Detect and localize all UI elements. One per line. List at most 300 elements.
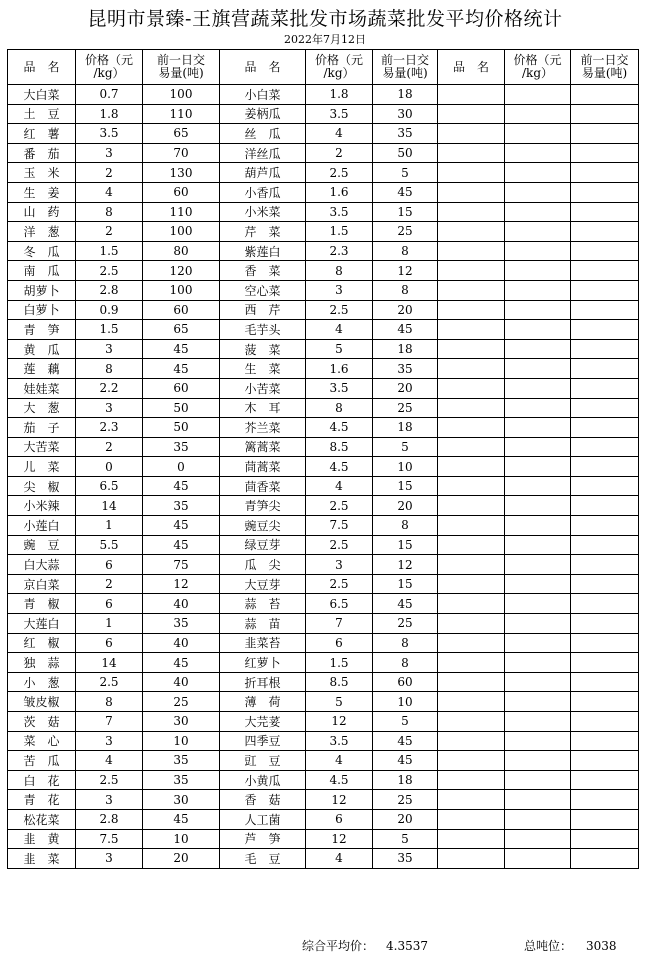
cell-vegetable-name: 大白菜: [8, 85, 76, 105]
cell-vegetable-name: [438, 398, 505, 418]
cell-price: [505, 104, 571, 124]
cell-price: 2.5: [306, 163, 373, 183]
table-row: [8, 124, 639, 144]
cell-volume: 40: [143, 633, 220, 653]
table-row: [8, 594, 639, 614]
cell-vegetable-name: [438, 104, 505, 124]
cell-volume: 50: [143, 398, 220, 418]
cell-vegetable-name: 大芫荽: [220, 712, 306, 732]
cell-volume: [571, 320, 639, 340]
table-row: [8, 614, 639, 634]
cell-vegetable-name: 莲 藕: [8, 359, 76, 379]
cell-price: [505, 202, 571, 222]
cell-price: [505, 182, 571, 202]
table-row: [8, 280, 639, 300]
cell-vegetable-name: 松花菜: [8, 809, 76, 829]
cell-price: 4.5: [306, 457, 373, 477]
cell-vegetable-name: 红 椒: [8, 633, 76, 653]
cell-volume: [571, 614, 639, 634]
cell-volume: 35: [373, 849, 438, 869]
cell-price: 1: [76, 614, 143, 634]
cell-vegetable-name: [438, 731, 505, 751]
cell-price: [505, 594, 571, 614]
cell-vegetable-name: [438, 849, 505, 869]
cell-vegetable-name: 葫芦瓜: [220, 163, 306, 183]
cell-vegetable-name: [438, 594, 505, 614]
average-price: [302, 937, 428, 954]
cell-volume: [571, 261, 639, 281]
cell-volume: [571, 790, 639, 810]
cell-volume: [571, 809, 639, 829]
cell-volume: 20: [373, 378, 438, 398]
cell-vegetable-name: 毛 豆: [220, 849, 306, 869]
cell-price: 3.5: [76, 124, 143, 144]
cell-price: 2: [76, 163, 143, 183]
cell-vegetable-name: 木 耳: [220, 398, 306, 418]
cell-price: 14: [76, 653, 143, 673]
cell-volume: 60: [143, 300, 220, 320]
cell-price: 8: [76, 202, 143, 222]
cell-vegetable-name: 韭 菜: [8, 849, 76, 869]
table-row: [8, 241, 639, 261]
cell-vegetable-name: 大豆芽: [220, 574, 306, 594]
cell-vegetable-name: [438, 692, 505, 712]
cell-price: [505, 555, 571, 575]
cell-vegetable-name: 皱皮椒: [8, 692, 76, 712]
cell-volume: [571, 339, 639, 359]
cell-vegetable-name: 番 茄: [8, 143, 76, 163]
cell-price: [505, 359, 571, 379]
cell-volume: [571, 182, 639, 202]
table-row: [8, 339, 639, 359]
cell-price: [505, 731, 571, 751]
cell-vegetable-name: [438, 163, 505, 183]
cell-price: 8: [76, 359, 143, 379]
table-row: [8, 359, 639, 379]
cell-vegetable-name: [438, 770, 505, 790]
cell-vegetable-name: 空心菜: [220, 280, 306, 300]
cell-volume: 18: [373, 85, 438, 105]
cell-price: 7.5: [306, 516, 373, 536]
cell-volume: 65: [143, 124, 220, 144]
cell-volume: 45: [373, 182, 438, 202]
header-price: [76, 50, 143, 85]
cell-vegetable-name: 芹 菜: [220, 222, 306, 242]
cell-volume: 45: [373, 594, 438, 614]
cell-vegetable-name: 苦 瓜: [8, 751, 76, 771]
price-table-body: [8, 50, 639, 869]
table-row: [8, 496, 639, 516]
cell-vegetable-name: 小米辣: [8, 496, 76, 516]
cell-volume: 45: [143, 809, 220, 829]
cell-volume: [571, 398, 639, 418]
cell-volume: [571, 85, 639, 105]
cell-price: 0: [76, 457, 143, 477]
table-row: [8, 672, 639, 692]
cell-vegetable-name: 菜 心: [8, 731, 76, 751]
cell-vegetable-name: [438, 280, 505, 300]
cell-vegetable-name: 茴香菜: [220, 476, 306, 496]
cell-volume: 12: [143, 574, 220, 594]
cell-volume: 40: [143, 672, 220, 692]
table-row: [8, 202, 639, 222]
cell-vegetable-name: 小米菜: [220, 202, 306, 222]
cell-vegetable-name: [438, 712, 505, 732]
cell-volume: 25: [373, 614, 438, 634]
cell-volume: 5: [373, 829, 438, 849]
cell-price: 4: [306, 320, 373, 340]
cell-vegetable-name: 冬 瓜: [8, 241, 76, 261]
cell-volume: [571, 280, 639, 300]
header-volume: [571, 50, 639, 85]
cell-vegetable-name: [438, 241, 505, 261]
cell-vegetable-name: [438, 359, 505, 379]
header-price-line1: 价格（元: [513, 53, 562, 67]
cell-volume: 8: [373, 516, 438, 536]
cell-price: 3: [76, 849, 143, 869]
cell-price: [505, 418, 571, 438]
cell-vegetable-name: [438, 320, 505, 340]
cell-volume: [571, 124, 639, 144]
cell-price: 3.5: [306, 104, 373, 124]
cell-price: [505, 535, 571, 555]
cell-price: 3.5: [306, 378, 373, 398]
cell-price: 2.8: [76, 809, 143, 829]
cell-price: [505, 398, 571, 418]
cell-price: [505, 614, 571, 634]
header-name: 品 名: [220, 50, 306, 85]
table-row: [8, 163, 639, 183]
header-name: 品 名: [8, 50, 76, 85]
cell-volume: 60: [143, 182, 220, 202]
cell-volume: 20: [373, 300, 438, 320]
header-volume: [143, 50, 220, 85]
cell-vegetable-name: 儿 菜: [8, 457, 76, 477]
cell-volume: 65: [143, 320, 220, 340]
cell-vegetable-name: 绿豆芽: [220, 535, 306, 555]
cell-volume: 35: [143, 437, 220, 457]
cell-vegetable-name: 毛芋头: [220, 320, 306, 340]
cell-volume: 8: [373, 633, 438, 653]
cell-volume: 75: [143, 555, 220, 575]
table-row: [8, 516, 639, 536]
cell-price: [505, 496, 571, 516]
cell-vegetable-name: [438, 614, 505, 634]
cell-price: [505, 163, 571, 183]
cell-volume: 35: [143, 770, 220, 790]
cell-price: 4: [76, 182, 143, 202]
cell-price: [505, 712, 571, 732]
cell-volume: 110: [143, 104, 220, 124]
cell-price: 2.5: [306, 496, 373, 516]
cell-vegetable-name: 土 豆: [8, 104, 76, 124]
cell-price: [505, 751, 571, 771]
cell-volume: [571, 829, 639, 849]
cell-volume: 25: [373, 790, 438, 810]
cell-volume: 60: [373, 672, 438, 692]
cell-price: 6: [306, 633, 373, 653]
cell-vegetable-name: [438, 418, 505, 438]
cell-price: 1.6: [306, 359, 373, 379]
cell-vegetable-name: 小 葱: [8, 672, 76, 692]
cell-volume: [571, 457, 639, 477]
cell-volume: 10: [373, 692, 438, 712]
total-tonnage-value: 3038: [586, 939, 617, 953]
cell-vegetable-name: 白 花: [8, 770, 76, 790]
cell-vegetable-name: 丝 瓜: [220, 124, 306, 144]
header-volume-line1: 前一日交: [380, 53, 429, 67]
cell-volume: [571, 359, 639, 379]
cell-price: 5.5: [76, 535, 143, 555]
cell-volume: [571, 143, 639, 163]
cell-vegetable-name: 大苦菜: [8, 437, 76, 457]
cell-price: 4: [306, 476, 373, 496]
cell-volume: [571, 849, 639, 869]
cell-price: 2.5: [306, 300, 373, 320]
table-row: [8, 398, 639, 418]
cell-price: [505, 790, 571, 810]
cell-price: 4: [306, 124, 373, 144]
cell-vegetable-name: [438, 182, 505, 202]
cell-vegetable-name: 小黄瓜: [220, 770, 306, 790]
cell-volume: 18: [373, 418, 438, 438]
cell-vegetable-name: 红 薯: [8, 124, 76, 144]
cell-volume: [571, 437, 639, 457]
cell-price: 2.5: [76, 770, 143, 790]
cell-vegetable-name: [438, 751, 505, 771]
cell-volume: 50: [143, 418, 220, 438]
cell-volume: 110: [143, 202, 220, 222]
cell-vegetable-name: [438, 574, 505, 594]
cell-price: 5: [306, 692, 373, 712]
cell-volume: 30: [373, 104, 438, 124]
table-row: [8, 143, 639, 163]
cell-price: [505, 574, 571, 594]
cell-price: 2.8: [76, 280, 143, 300]
cell-price: 7: [306, 614, 373, 634]
cell-volume: 45: [143, 535, 220, 555]
table-header-row: [8, 50, 639, 85]
cell-vegetable-name: [438, 672, 505, 692]
cell-price: 4: [306, 849, 373, 869]
cell-vegetable-name: [438, 516, 505, 536]
cell-volume: 8: [373, 241, 438, 261]
cell-volume: 35: [143, 614, 220, 634]
cell-volume: 8: [373, 653, 438, 673]
table-row: [8, 457, 639, 477]
cell-vegetable-name: [438, 124, 505, 144]
cell-volume: 15: [373, 574, 438, 594]
cell-volume: 45: [143, 653, 220, 673]
cell-vegetable-name: 生 菜: [220, 359, 306, 379]
table-row: [8, 261, 639, 281]
cell-volume: 35: [373, 359, 438, 379]
cell-volume: 30: [143, 790, 220, 810]
cell-volume: 20: [373, 809, 438, 829]
page-title: 昆明市景臻-王旗营蔬菜批发市场蔬菜批发平均价格统计: [87, 8, 563, 30]
header-volume-line2: 易量(吨): [581, 66, 628, 80]
cell-price: [505, 222, 571, 242]
cell-vegetable-name: [438, 85, 505, 105]
cell-price: [505, 849, 571, 869]
cell-vegetable-name: [438, 457, 505, 477]
cell-price: 14: [76, 496, 143, 516]
table-row: [8, 574, 639, 594]
cell-volume: 45: [373, 320, 438, 340]
cell-price: [505, 653, 571, 673]
cell-price: 12: [306, 829, 373, 849]
cell-vegetable-name: 篱蒿菜: [220, 437, 306, 457]
table-row: [8, 418, 639, 438]
cell-volume: [571, 751, 639, 771]
cell-vegetable-name: [438, 300, 505, 320]
cell-price: 8: [306, 398, 373, 418]
table-row: [8, 633, 639, 653]
cell-price: 3: [306, 555, 373, 575]
cell-volume: 130: [143, 163, 220, 183]
cell-vegetable-name: 芥兰菜: [220, 418, 306, 438]
cell-vegetable-name: 山 药: [8, 202, 76, 222]
cell-price: 1.8: [76, 104, 143, 124]
table-row: [8, 692, 639, 712]
cell-vegetable-name: [438, 829, 505, 849]
cell-volume: [571, 476, 639, 496]
cell-volume: 100: [143, 85, 220, 105]
cell-vegetable-name: 薄 荷: [220, 692, 306, 712]
cell-vegetable-name: 红萝卜: [220, 653, 306, 673]
cell-price: 1.5: [306, 653, 373, 673]
cell-vegetable-name: 白大蒜: [8, 555, 76, 575]
header-volume-line1: 前一日交: [156, 53, 205, 67]
cell-vegetable-name: 菠 菜: [220, 339, 306, 359]
table-row: [8, 182, 639, 202]
table-row: [8, 320, 639, 340]
cell-price: [505, 241, 571, 261]
report-date: 2022年7月12日: [284, 33, 366, 46]
cell-price: [505, 476, 571, 496]
cell-vegetable-name: [438, 339, 505, 359]
cell-price: [505, 124, 571, 144]
cell-vegetable-name: 胡萝卜: [8, 280, 76, 300]
cell-volume: 30: [143, 712, 220, 732]
cell-price: 5: [306, 339, 373, 359]
cell-volume: [571, 241, 639, 261]
header-price-line1: 价格（元: [84, 53, 133, 67]
cell-vegetable-name: 洋丝瓜: [220, 143, 306, 163]
price-table: [7, 49, 639, 869]
cell-vegetable-name: 黄 瓜: [8, 339, 76, 359]
cell-price: 8: [76, 692, 143, 712]
cell-volume: 0: [143, 457, 220, 477]
cell-vegetable-name: 青 花: [8, 790, 76, 810]
cell-vegetable-name: 玉 米: [8, 163, 76, 183]
cell-volume: 10: [143, 829, 220, 849]
table-row: [8, 790, 639, 810]
cell-price: 2.5: [306, 574, 373, 594]
cell-volume: [571, 378, 639, 398]
table-row: [8, 829, 639, 849]
average-price-value: 4.3537: [386, 939, 429, 953]
cell-price: 2.3: [306, 241, 373, 261]
cell-price: [505, 437, 571, 457]
table-row: [8, 300, 639, 320]
cell-price: 1.5: [306, 222, 373, 242]
cell-price: 2.3: [76, 418, 143, 438]
cell-vegetable-name: [438, 496, 505, 516]
cell-price: 3: [76, 398, 143, 418]
cell-price: 2.5: [306, 535, 373, 555]
header-price-line2: /kg）: [323, 66, 355, 80]
cell-price: 3: [76, 790, 143, 810]
cell-price: [505, 339, 571, 359]
cell-vegetable-name: 四季豆: [220, 731, 306, 751]
cell-price: 6.5: [306, 594, 373, 614]
cell-vegetable-name: 尖 椒: [8, 476, 76, 496]
cell-price: 6: [76, 633, 143, 653]
cell-vegetable-name: [438, 809, 505, 829]
header-volume-line1: 前一日交: [580, 53, 629, 67]
cell-price: 2: [76, 574, 143, 594]
cell-vegetable-name: 芦 笋: [220, 829, 306, 849]
cell-volume: [571, 163, 639, 183]
cell-volume: 10: [373, 457, 438, 477]
header-price-line2: /kg）: [522, 66, 553, 80]
cell-vegetable-name: 豌 豆: [8, 535, 76, 555]
cell-volume: [571, 555, 639, 575]
cell-price: 3.5: [306, 731, 373, 751]
cell-vegetable-name: [438, 790, 505, 810]
cell-price: 0.7: [76, 85, 143, 105]
cell-vegetable-name: 京白菜: [8, 574, 76, 594]
cell-volume: 25: [143, 692, 220, 712]
cell-vegetable-name: 小白菜: [220, 85, 306, 105]
cell-price: 8.5: [306, 672, 373, 692]
table-row: [8, 378, 639, 398]
cell-vegetable-name: [438, 261, 505, 281]
cell-volume: [571, 202, 639, 222]
table-row: [8, 104, 639, 124]
cell-vegetable-name: 大 葱: [8, 398, 76, 418]
table-row: [8, 809, 639, 829]
cell-price: 7.5: [76, 829, 143, 849]
cell-vegetable-name: 大莲白: [8, 614, 76, 634]
cell-volume: 25: [373, 398, 438, 418]
cell-price: 3: [76, 143, 143, 163]
cell-price: 1.5: [76, 320, 143, 340]
table-row: [8, 437, 639, 457]
cell-price: 6: [76, 594, 143, 614]
total-tonnage-label: 总吨位：: [524, 939, 573, 953]
cell-vegetable-name: [438, 202, 505, 222]
table-row: [8, 712, 639, 732]
cell-volume: [571, 496, 639, 516]
cell-volume: 120: [143, 261, 220, 281]
cell-volume: 60: [143, 378, 220, 398]
cell-price: 1: [76, 516, 143, 536]
header-volume-line2: 易量(吨): [158, 66, 204, 80]
cell-price: 1.6: [306, 182, 373, 202]
cell-volume: 5: [373, 163, 438, 183]
cell-vegetable-name: 蒜 苔: [220, 594, 306, 614]
cell-volume: 45: [143, 516, 220, 536]
table-row: [8, 222, 639, 242]
cell-vegetable-name: 小莲白: [8, 516, 76, 536]
cell-volume: 45: [143, 339, 220, 359]
cell-vegetable-name: 韭 黄: [8, 829, 76, 849]
cell-volume: 45: [143, 476, 220, 496]
header-volume: [373, 50, 438, 85]
table-row: [8, 555, 639, 575]
